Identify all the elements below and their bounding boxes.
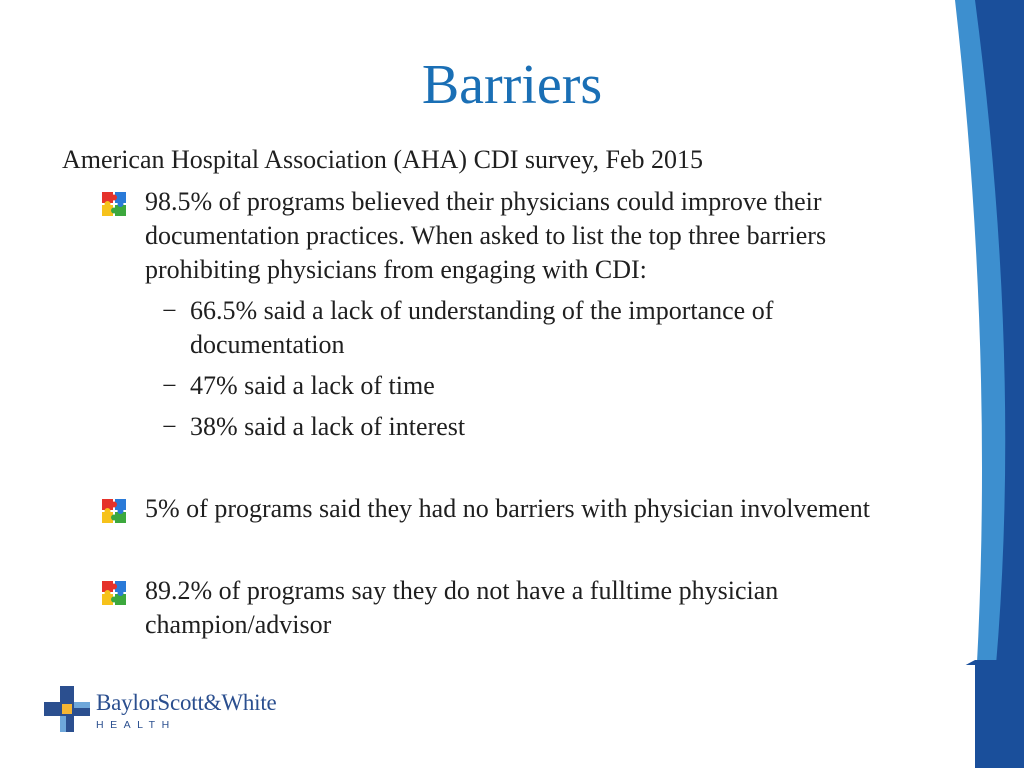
sub-item-marker: − [162,412,177,441]
bullet-text: 5% of programs said they had no barriers with physician involvement [145,494,870,523]
survey-subtitle: American Hospital Association (AHA) CDI survey, Feb 2015 [62,145,703,174]
bullet-text: 89.2% of programs say they do not have a fulltime physician champion/advisor [145,576,779,639]
puzzle-icon [99,189,129,219]
cross-icon [44,686,90,732]
sub-item-text: 38% said a lack of interest [190,412,466,441]
sub-item [162,369,850,403]
baylor-scott-white-logo [44,686,304,742]
sub-item [162,294,850,362]
sub-item-marker: − [162,371,177,400]
bullet-item [145,185,905,287]
sub-item-text: 47% said a lack of time [190,371,435,400]
logo-brand-name: BaylorScott&White [96,690,277,715]
bullet-text: 98.5% of programs believed their physicians could improve their documentation practices. When asked to list the top three barriers prohibiting physicians from engaging with CDI: [145,187,827,284]
slide-title: Barriers [421,54,603,116]
bullet-item [145,574,865,642]
puzzle-icon [99,496,129,526]
puzzle-icon [99,578,129,608]
sub-item [162,410,850,444]
sub-item-text: 66.5% said a lack of understanding of the importance of documentation [190,296,774,359]
sub-item-marker: − [162,296,177,325]
logo-sub-brand: HEALTH [96,719,176,731]
bullet-item [145,492,955,526]
